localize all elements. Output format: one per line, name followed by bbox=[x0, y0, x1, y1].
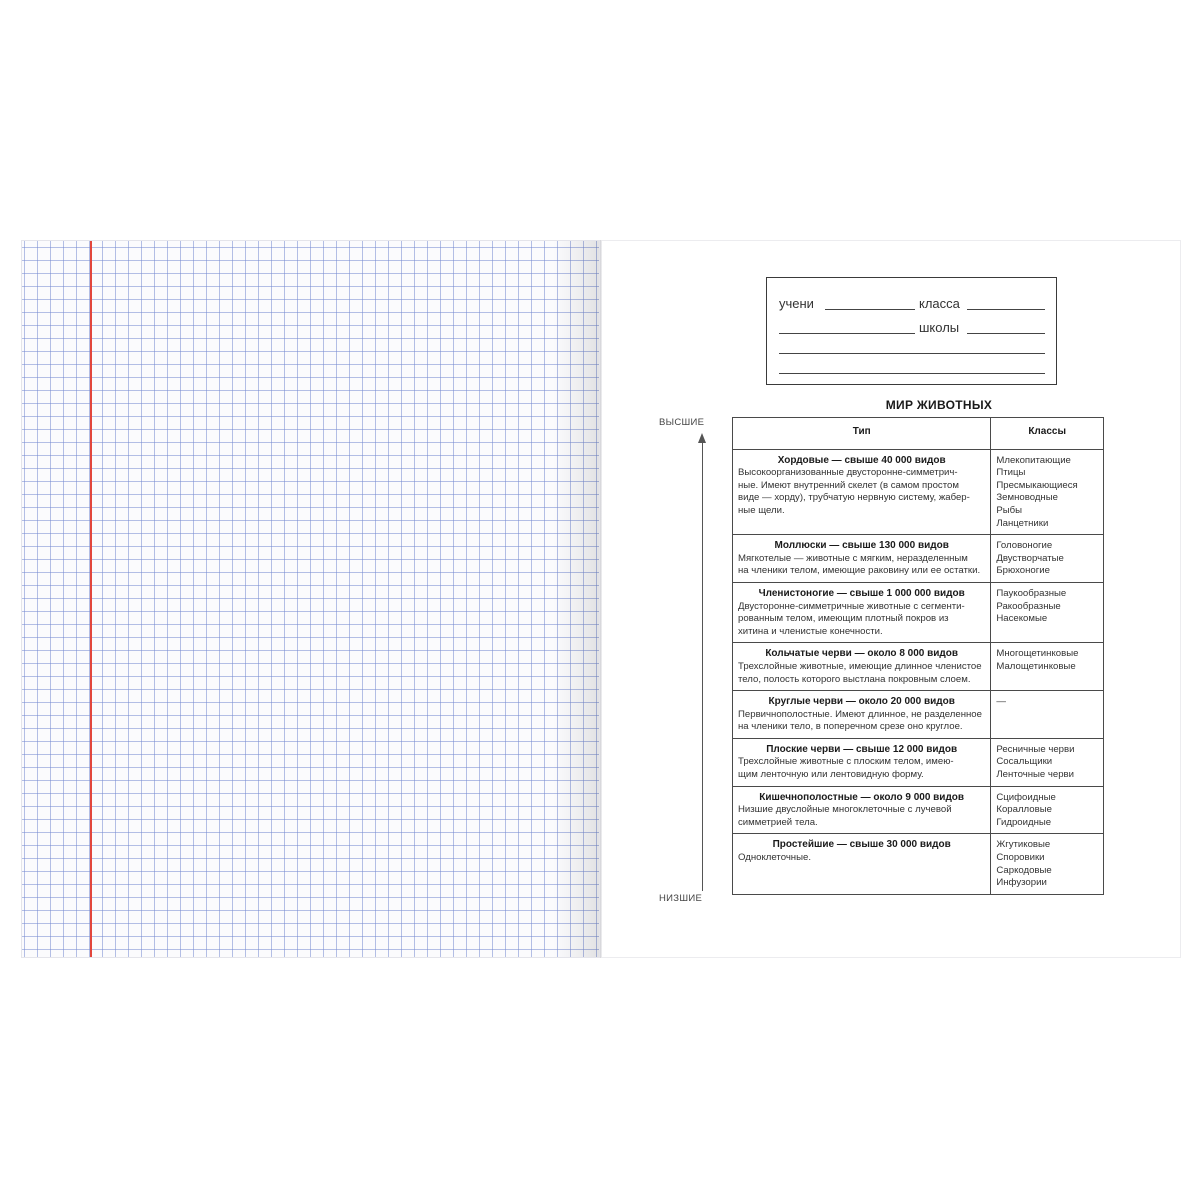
axis-top-label: ВЫСШИЕ bbox=[659, 417, 705, 428]
table-row bbox=[733, 449, 1104, 535]
type-description-line: ные щели. bbox=[738, 504, 785, 516]
axis-line bbox=[702, 441, 703, 891]
class-item: Ленточные черви bbox=[996, 769, 1075, 781]
table-row bbox=[733, 582, 1104, 642]
student-line-2 bbox=[779, 333, 915, 334]
class-item: Многощетинковые bbox=[996, 648, 1079, 660]
classes-cell bbox=[991, 691, 1104, 739]
class-item: — bbox=[996, 696, 1006, 708]
class-item: Саркодовые bbox=[996, 864, 1052, 876]
class-item: Головоногие bbox=[996, 540, 1053, 552]
margin-line bbox=[90, 241, 92, 957]
class-item: Насекомые bbox=[996, 613, 1048, 625]
class-item: Ракообразные bbox=[996, 600, 1061, 612]
type-description-line: Мягкотелые — животные с мягким, неразделенным bbox=[738, 552, 968, 564]
animal-kingdom-table bbox=[732, 417, 1104, 895]
class-item: Коралловые bbox=[996, 804, 1052, 816]
type-cell bbox=[733, 738, 991, 786]
type-description-line: рованным телом, имеющим плотный покров из bbox=[738, 613, 949, 625]
type-description-line: Трехслойные животные, имеющие длинное членистое bbox=[738, 660, 982, 672]
type-description-line: Одноклеточные. bbox=[738, 852, 812, 864]
grid-page bbox=[21, 240, 600, 958]
type-cell bbox=[733, 582, 991, 642]
type-heading: Моллюски — свыше 130 000 видов bbox=[774, 540, 949, 552]
type-cell bbox=[733, 643, 991, 691]
type-description-line: на членики телом, имеющие раковину или ее остатки. bbox=[738, 565, 981, 577]
classes-cell bbox=[991, 582, 1104, 642]
col-type-header: Тип bbox=[733, 418, 991, 450]
class-item: Млекопитающие bbox=[996, 454, 1071, 466]
class-item: Инфузории bbox=[996, 877, 1047, 889]
student-line bbox=[825, 309, 915, 310]
class-item: Паукообразные bbox=[996, 587, 1067, 599]
table-header-row bbox=[733, 418, 1104, 450]
class-item: Гидроидные bbox=[996, 816, 1052, 828]
class-item: Споровики bbox=[996, 852, 1045, 864]
label-line-3 bbox=[779, 353, 1045, 354]
type-heading: Простейшие — свыше 30 000 видов bbox=[772, 839, 951, 851]
type-cell bbox=[733, 535, 991, 583]
class-item: Малощетинковые bbox=[996, 660, 1076, 672]
type-cell bbox=[733, 834, 991, 894]
type-heading: Плоские черви — свыше 12 000 видов bbox=[766, 743, 958, 755]
label-line-4 bbox=[779, 373, 1045, 374]
type-description-line: хитина и членистые конечности. bbox=[738, 625, 883, 637]
class-item: Пресмыкающиеся bbox=[996, 479, 1078, 491]
class-item: Брюхоногие bbox=[996, 565, 1050, 577]
classes-cell bbox=[991, 535, 1104, 583]
school-word: школы bbox=[919, 320, 960, 335]
classes-cell bbox=[991, 738, 1104, 786]
label-row-1 bbox=[779, 296, 1044, 312]
owner-label-box bbox=[766, 277, 1057, 385]
type-description-line: Трехслойные животные с плоским телом, имею- bbox=[738, 756, 954, 768]
type-description-line: Высокоорганизованные двусторонне-симметрич- bbox=[738, 467, 958, 479]
class-item: Земноводные bbox=[996, 492, 1058, 504]
class-item: Рыбы bbox=[996, 504, 1023, 516]
type-description-line: на членики тело, в поперечном срезе оно круглое. bbox=[738, 721, 963, 733]
axis-bottom-label: НИЗШИЕ bbox=[659, 893, 703, 904]
class-item: Сцифоидные bbox=[996, 791, 1056, 803]
type-description-line: Низшие двуслойные многоклеточные с лучевой bbox=[738, 804, 952, 816]
type-description-line: виде — хорду), трубчатую нервную систему, жабер- bbox=[738, 492, 970, 504]
classes-cell bbox=[991, 643, 1104, 691]
class-item: Сосальщики bbox=[996, 756, 1053, 768]
type-heading: Кишечнополостные — около 9 000 видов bbox=[759, 791, 965, 803]
type-description-line: щим ленточную или лентовидную форму. bbox=[738, 769, 924, 781]
table-row bbox=[733, 691, 1104, 739]
type-description-line: симметрией тела. bbox=[738, 816, 818, 828]
table-row bbox=[733, 738, 1104, 786]
class-line bbox=[967, 309, 1045, 310]
class-item: Ланцетники bbox=[996, 517, 1049, 529]
table-row bbox=[733, 834, 1104, 894]
classes-cell bbox=[991, 786, 1104, 834]
type-description-line: ные. Имеют внутренний скелет (в самом простом bbox=[738, 479, 959, 491]
type-cell bbox=[733, 449, 991, 535]
classes-cell bbox=[991, 449, 1104, 535]
student-word: учени bbox=[779, 296, 814, 311]
type-description-line: Двусторонне-симметричные животные с сегменти- bbox=[738, 600, 965, 612]
type-heading: Кольчатые черви — около 8 000 видов bbox=[765, 648, 959, 660]
notebook-spread bbox=[21, 240, 1181, 958]
table-row bbox=[733, 786, 1104, 834]
table-row bbox=[733, 643, 1104, 691]
class-item: Двустворчатые bbox=[996, 552, 1064, 564]
type-description-line: Первичнополостные. Имеют длинное, не разделенное bbox=[738, 708, 982, 720]
type-heading: Хордовые — свыше 40 000 видов bbox=[777, 454, 946, 466]
type-cell bbox=[733, 786, 991, 834]
type-cell bbox=[733, 691, 991, 739]
class-item: Птицы bbox=[996, 467, 1026, 479]
label-row-2 bbox=[779, 320, 1044, 336]
type-heading: Круглые черви — около 20 000 видов bbox=[768, 696, 955, 708]
type-description-line: тело, полость которого выстлана покровным слоем. bbox=[738, 673, 971, 685]
table-title: МИР ЖИВОТНЫХ bbox=[885, 398, 993, 412]
class-item: Жгутиковые bbox=[996, 839, 1051, 851]
table-row bbox=[733, 535, 1104, 583]
class-word: класса bbox=[919, 296, 960, 311]
type-heading: Членистоногие — свыше 1 000 000 видов bbox=[758, 587, 965, 599]
col-classes-header: Классы bbox=[991, 418, 1104, 450]
class-item: Ресничные черви bbox=[996, 743, 1075, 755]
school-line bbox=[967, 333, 1045, 334]
classes-cell bbox=[991, 834, 1104, 894]
info-page bbox=[602, 240, 1181, 958]
